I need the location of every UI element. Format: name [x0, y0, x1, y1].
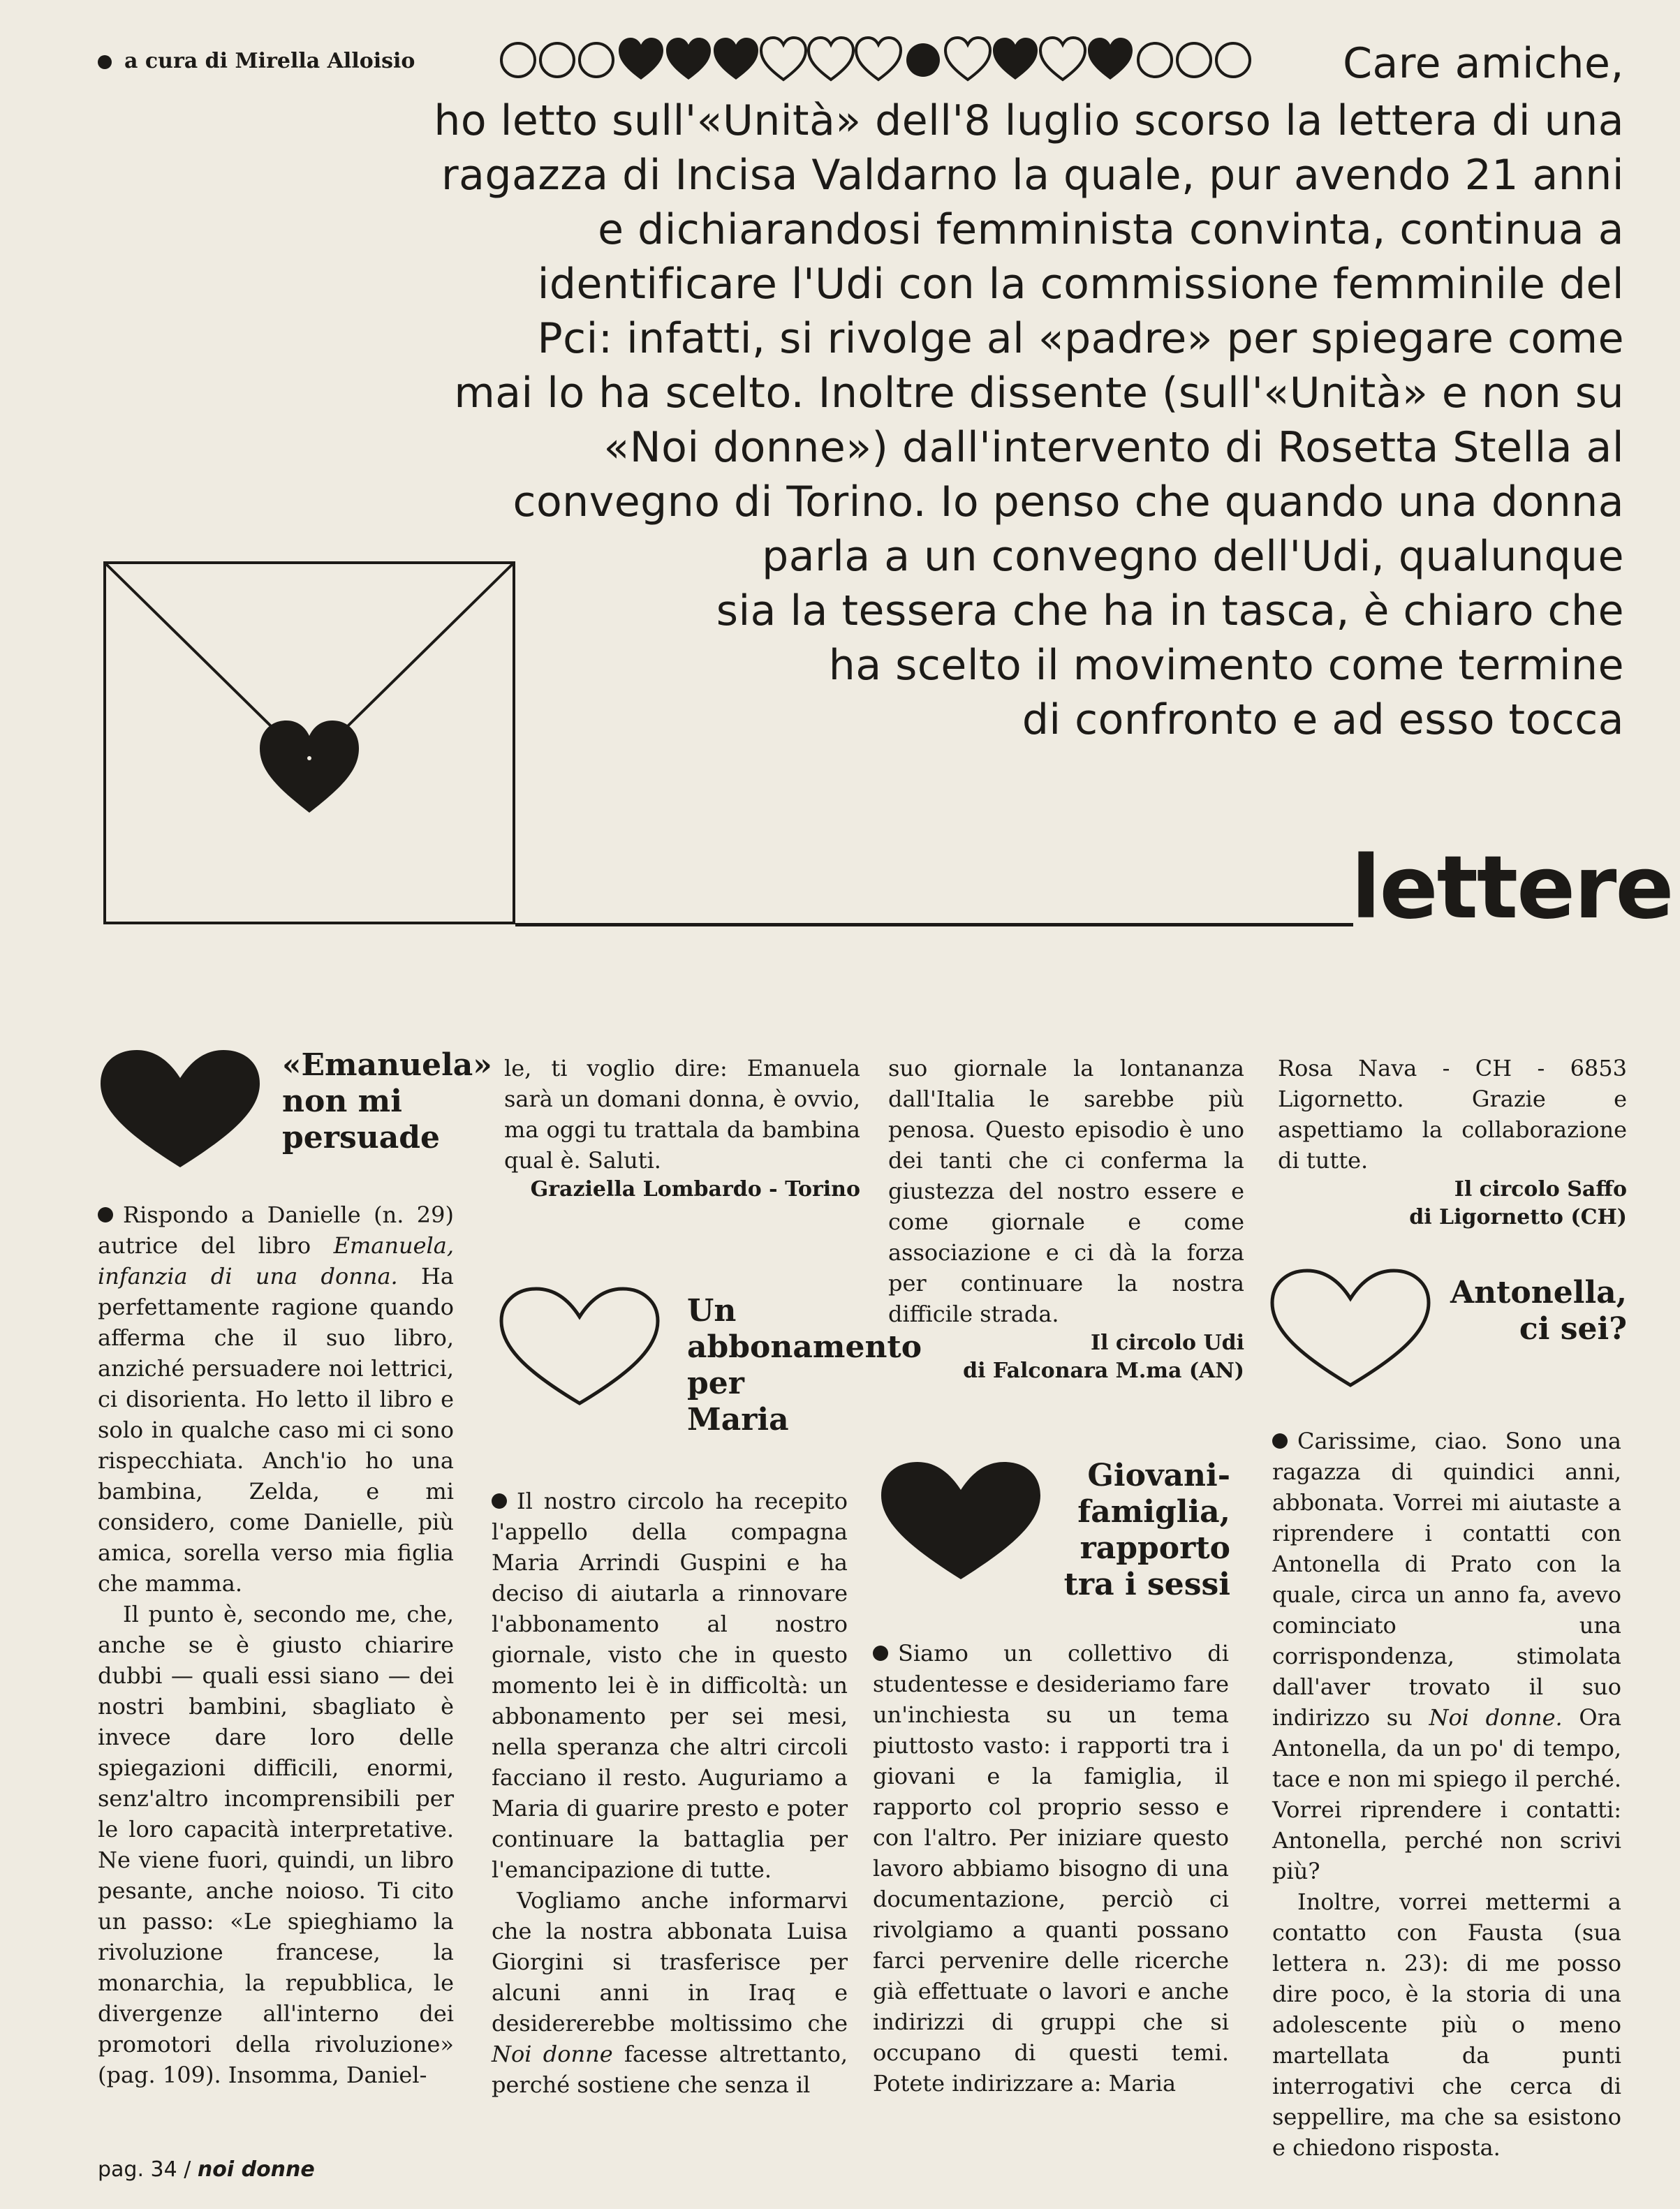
heart-outline-icon — [761, 38, 806, 80]
magazine-name: noi donne — [197, 2157, 315, 2182]
section-title: lettere — [1351, 838, 1673, 938]
heart-outline-icon — [945, 38, 990, 80]
ring-icon — [580, 43, 613, 77]
heart-outline-icon — [497, 1285, 662, 1408]
intro-line: di confronto e ad esso tocca — [1022, 695, 1624, 744]
divider-line — [515, 923, 1353, 926]
ring-icon — [1138, 43, 1172, 77]
signature: Graziella Lombardo - Torino — [530, 1177, 860, 1202]
intro-line: e dichiarandosi femminista convinta, continua a — [598, 205, 1624, 254]
intro-line: «Noi donne») dall'intervento di Rosetta Stella al — [603, 423, 1624, 472]
envelope-icon — [103, 561, 515, 924]
letter-title-emanuela: «Emanuela» non mi persuade — [282, 1047, 492, 1155]
heart-filled-icon — [1088, 38, 1133, 80]
heart-filled-icon — [619, 38, 663, 80]
bullet-icon — [98, 1207, 113, 1222]
heart-outline-icon — [1268, 1266, 1433, 1389]
dot-icon — [906, 43, 940, 77]
heart-outline-icon — [856, 38, 901, 80]
page-number: pag. 34 / — [98, 2157, 191, 2182]
heart-outline-icon — [809, 38, 853, 80]
letter-emanuela-continued: le, ti voglio dire: Emanuela sarà un domani donna, è ovvio, ma oggi tu trattala da bambina qual è. Saluti. Graziella Lombardo - Torino — [504, 1053, 860, 1204]
signature: Il circolo Saffo di Ligornetto (CH) — [1409, 1177, 1627, 1229]
ring-icon — [540, 43, 574, 77]
intro-line: Care amiche, — [1343, 39, 1624, 88]
heart-filled-icon — [260, 721, 359, 813]
letter-abbonamento-continued: suo giornale la lontananza dall'Italia le sarebbe più penosa. Questo episodio è uno dei tanti che ci conferma la giustezza del nostro essere e come giornale e come associazione e ci dà la forza per continuare la nostra difficile strada. Il circolo Udi di Falconara M.ma (AN) — [888, 1053, 1244, 1385]
page-footer — [98, 2157, 315, 2182]
letter-abbonamento-body: Il nostro circolo ha recepito l'appello della compagna Maria Arrindi Guspini e ha deciso di aiutarla a rinnovare l'abbonamento al nostro giornale, visto che in questo momento lei è in difficoltà: un abbonamento per sei mesi, nella speranza che altri circoli facciano il resto. Auguriamo a Maria di guarire presto e poter continuare la battaglia per l'emancipazione di tutte. Vogliamo anche informarvi che la nostra abbonata Luisa Giorgini si trasferisce per alcuni anni in Iraq e desidererebbe moltissimo che Noi donne facesse altrettanto, perché sostiene che senza il — [492, 1488, 848, 2098]
letter-title-antonella: Antonella, ci sei? — [1450, 1275, 1627, 1347]
bullet-icon — [98, 55, 112, 69]
heart-filled-icon — [98, 1047, 263, 1170]
ring-icon — [501, 43, 535, 77]
heart-ornament-row — [497, 36, 1251, 84]
editor-credit: a cura di Mirella Alloisio — [98, 49, 415, 73]
heart-filled-icon — [714, 38, 758, 80]
intro-line: ha scelto il movimento come termine — [828, 641, 1624, 690]
intro-line: identificare l'Udi con la commissione femminile del — [537, 260, 1624, 309]
letter-emanuela-body: Rispondo a Danielle (n. 29) autrice del libro Emanuela, infanzia di una donna. Ha perfettamente ragione quando afferma che il suo libro, anziché persuadere noi lettrici, ci disorienta. Ho letto il libro e solo in qualche caso mi ci sono rispecchiata. Anch'io ho una bambina, Zelda, e mi considero, come Danielle, più amica, sorella verso mia figlia che mamma. Il punto è, secondo me, che, anche se è giusto chiarire dubbi — quali essi siano — dei nostri bambini, sbagliato è invece dare loro delle spiegazioni difficili, enormi, senz'altro incomprensibili per le loro capacità interpretative. Ne viene fuori, quindi, un libro pesante, anche noioso. Ti cito un passo: «Le spieghiamo la rivoluzione francese, la monarchia, la repubblica, le divergenze all'interno dei promotori della rivoluzione» (pag. 109). Insomma, Daniel- — [98, 1202, 455, 2088]
intro-line: mai lo ha scelto. Inoltre dissente (sull'«Unità» e non su — [454, 369, 1624, 418]
letter-giovani-body: Siamo un collettivo di studentesse e desideriamo fare un'inchiesta su un tema piuttosto vasto: i rapporti tra i giovani e la famiglia, il rapporto col proprio sesso e con l'altro. Per iniziare questo lavoro abbiamo bisogno di una documentazione, perciò ci rivolgiamo a quanti possano farci pervenire delle ricerche già effettuate o lavori e anche indirizzi di gruppi che si occupano di questi temi. Potete indirizzare a: Maria — [873, 1640, 1229, 2097]
bullet-icon — [1272, 1433, 1288, 1449]
letter-antonella-body: Carissime, ciao. Sono una ragazza di quindici anni, abbonata. Vorrei mi aiutaste a riprendere i contatti con Antonella di Prato con la quale, circa un anno fa, avevo cominciato una corrispondenza, stimolata dall'aver trovato il suo indirizzo su Noi donne. Ora Antonella, da un po' di tempo, tace e non mi spiego il perché. Vorrei riprendere i contatti: Antonella, perché non scrivi più? Inoltre, vorrei mettermi a contatto con Fausta (sua lettera n. 23): di me posso dire poco, è la storia di una adolescente più o meno martellata da punti interrogativi che cerca di seppellire, ma che sa esistono e chiedono risposta. — [1272, 1428, 1622, 2161]
intro-line: convegno di Torino. Io penso che quando una donna — [513, 478, 1624, 526]
intro-line: parla a un convegno dell'Udi, qualunque — [762, 532, 1624, 581]
intro-line: Pci: infatti, si rivolge al «padre» per spiegare come — [537, 314, 1624, 363]
heart-outline-icon — [1040, 38, 1085, 80]
letter-giovani-continued: Rosa Nava - CH - 6853 Ligornetto. Grazie e aspettiamo la collaborazione di tutte. Il circolo Saffo di Ligornetto (CH) — [1278, 1053, 1627, 1232]
intro-line: sia la tessera che ha in tasca, è chiaro che — [716, 586, 1624, 635]
letter-title-giovani: Giovani-famiglia, rapporto tra i sessi — [1063, 1458, 1230, 1602]
intro-line: ho letto sull'«Unità» dell'8 luglio scorso la lettera di una — [434, 96, 1624, 145]
intro-line: ragazza di Incisa Valdarno la quale, pur avendo 21 anni — [441, 151, 1624, 200]
bullet-icon — [873, 1646, 888, 1661]
bullet-icon — [492, 1493, 507, 1509]
heart-filled-icon — [993, 38, 1038, 80]
signature: Il circolo Udi di Falconara M.ma (AN) — [963, 1331, 1244, 1383]
ring-icon — [1177, 43, 1211, 77]
ring-icon — [1216, 43, 1250, 77]
letter-title-abbonamento: Un abbonamento per Maria — [687, 1293, 922, 1438]
heart-filled-icon — [878, 1459, 1043, 1582]
heart-filled-icon — [666, 38, 711, 80]
